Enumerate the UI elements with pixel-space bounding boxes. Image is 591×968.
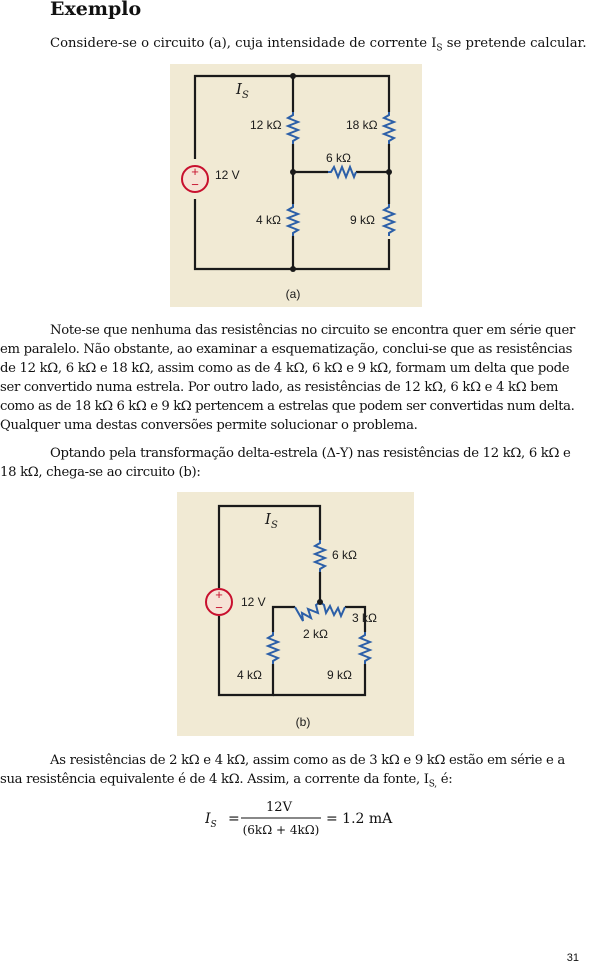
page-number: 31 (566, 952, 579, 964)
paragraph-2-line: de 12 kΩ, 6 kΩ e 18 kΩ, assim como as de 4 kΩ, 6 kΩ e 9 kΩ, formam um delta que pode (0, 361, 570, 376)
formula-svg (205, 797, 395, 839)
figure-a-caption: (a) (285, 287, 301, 301)
current-a-label: $I_S$ (236, 80, 249, 101)
intro-subscript: S (436, 43, 443, 54)
resistor-a-6k-label: 6 kΩ (326, 151, 351, 165)
resistor-a-18k-label: 18 kΩ (346, 118, 378, 132)
paragraph-3-line: 18 kΩ, chega-se ao circuito (b): (0, 465, 201, 480)
source-a-label: 12 V (215, 168, 240, 182)
formula-denominator: (6kΩ + 4kΩ) (242, 823, 320, 837)
paragraph-2-line: Note-se que nenhuma das resistências no circuito se encontra quer em série quer (50, 323, 575, 338)
circuit-a-diagram (170, 64, 422, 307)
resistor-b-2k-label: 2 kΩ (303, 627, 328, 641)
paragraph-2-line: em paralelo. Não obstante, ao examinar a esquematização, conclui-se que as resistências (0, 342, 573, 357)
source-b-plus: + (215, 587, 223, 602)
paragraph-4-line: As resistências de 2 kΩ e 4 kΩ, assim como as de 3 kΩ e 9 kΩ estão em série e a (50, 753, 565, 768)
resistor-a-9k-label: 9 kΩ (350, 213, 375, 227)
formula-equals: = (228, 811, 240, 827)
paragraph-2-line: como as de 18 kΩ 6 kΩ e 9 kΩ pertencem a estrelas que podem ser convertidas num delta. (0, 399, 575, 414)
formula-numerator: 12V (266, 800, 292, 815)
resistor-b-6k-label: 6 kΩ (332, 548, 357, 562)
formula-result: = 1.2 mA (326, 811, 393, 827)
source-b-minus: − (215, 600, 223, 615)
paragraph-2-line: Qualquer uma destas conversões permite solucionar o problema. (0, 418, 418, 433)
resistor-b-3k-label: 3 kΩ (352, 611, 377, 625)
circuit-b-diagram (177, 492, 414, 736)
source-b-label: 12 V (241, 595, 266, 609)
intro-text-end: se pretende calcular. (442, 36, 587, 51)
current-formula (205, 797, 395, 839)
resistor-a-12k-label: 12 kΩ (250, 118, 282, 132)
figure-b-caption: (b) (295, 715, 311, 729)
paragraph-4-line: sua resistência equivalente é de 4 kΩ. Assim, a corrente da fonte, $I_{S,}$ é: (0, 772, 453, 790)
section-heading: Exemplo (50, 0, 142, 20)
intro-paragraph (50, 34, 587, 59)
resistor-a-4k-label: 4 kΩ (256, 213, 281, 227)
intro-text: Considere-se o circuito (a), cuja intensidade de corrente I (50, 36, 437, 51)
circuit-figure-a (170, 64, 422, 307)
paragraph-3-line: Optando pela transformação delta-estrela (Δ-Y) nas resistências de 12 kΩ, 6 kΩ e (50, 446, 571, 461)
formula-lhs: $I_S$ (205, 811, 217, 830)
resistor-b-9k-label: 9 kΩ (327, 668, 352, 682)
current-b-label: $I_S$ (265, 510, 278, 531)
source-a-plus: + (191, 164, 199, 179)
circuit-figure-b (177, 492, 414, 736)
paragraph-2-line: ser convertido numa estrela. Por outro lado, as resistências de 12 kΩ, 6 kΩ e 4 kΩ bem (0, 380, 559, 395)
source-a-minus: − (191, 177, 199, 192)
resistor-b-4k-label: 4 kΩ (237, 668, 262, 682)
